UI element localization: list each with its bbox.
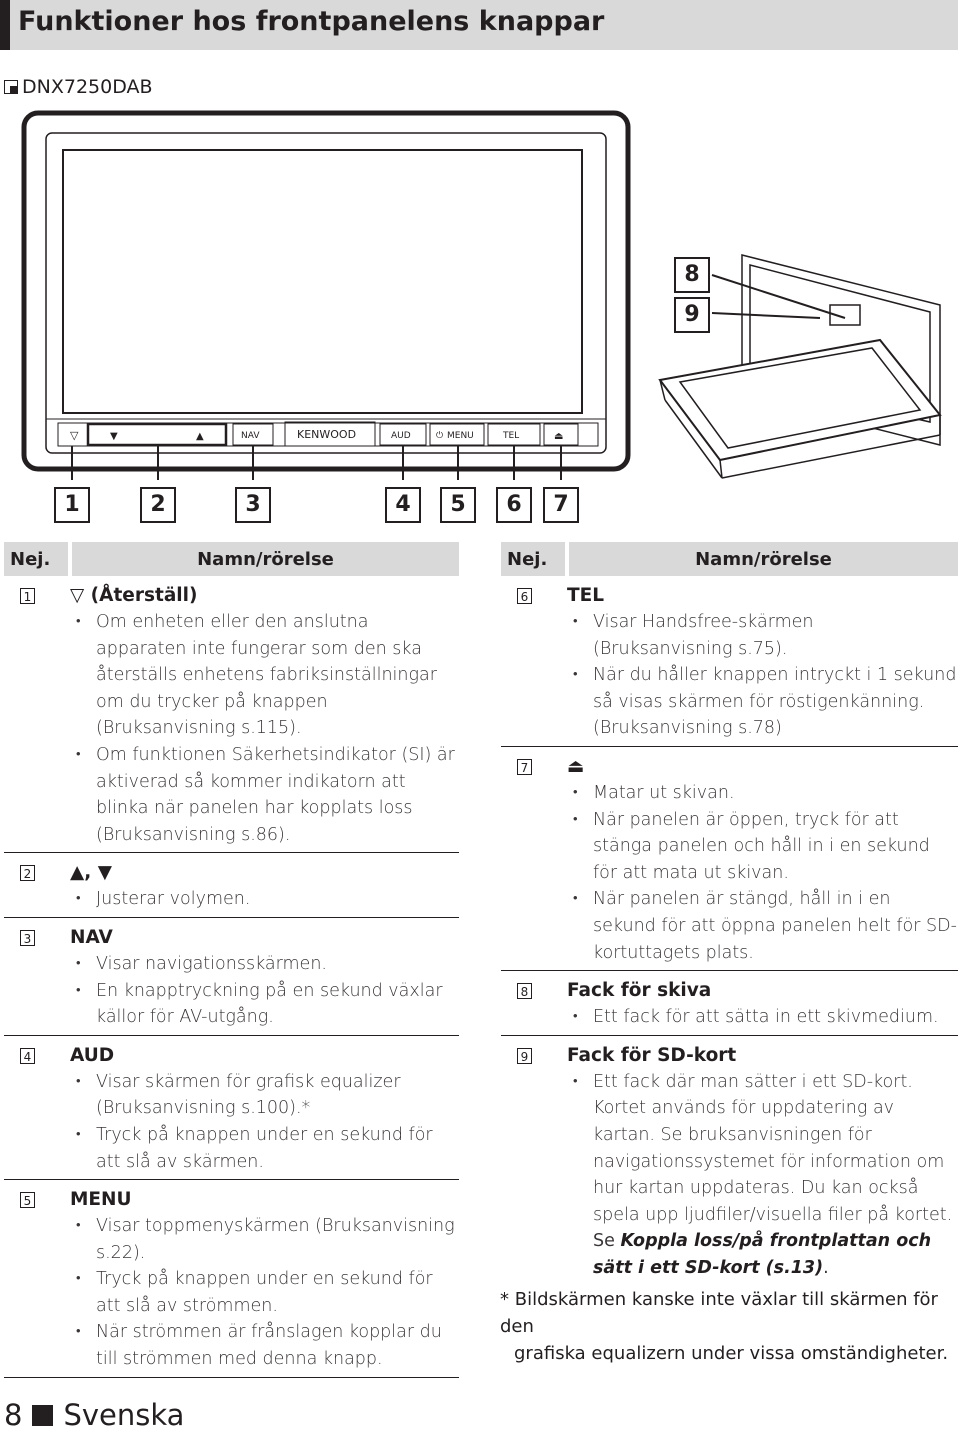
item-number: 8 [517, 983, 532, 999]
callout-3: 3 [235, 487, 271, 523]
item-number: 7 [517, 759, 532, 775]
item-title: TEL [567, 585, 605, 606]
callout-2: 2 [140, 487, 176, 523]
list-item: • Visar skärmen för grafisk equalizer (Bruksanvisning s.100).* [70, 1069, 459, 1122]
volume-down-icon: ▼ [110, 431, 118, 442]
power-icon: ⏻ [436, 431, 444, 441]
list-item: • Visar navigationsskärmen. [70, 951, 459, 978]
item-title: Fack för skiva [567, 980, 712, 1002]
item-number: 9 [517, 1048, 532, 1064]
item-title: (Återställ) [90, 585, 198, 606]
item-number: 4 [20, 1048, 35, 1064]
footnote-line-2: grafiska equalizern under vissa omständigheter. [514, 1343, 949, 1364]
list-item: • När strömmen är frånslagen kopplar du till strömmen med denna knapp. [70, 1319, 459, 1372]
table-row [4, 576, 459, 853]
footnote [500, 1286, 960, 1367]
item-title: NAV [70, 926, 113, 948]
item-number: 5 [20, 1192, 35, 1208]
footnote-line-1: * Bildskärmen kanske inte växlar till skärmen för den [500, 1289, 938, 1337]
table-row [501, 1035, 958, 1285]
item-number: 3 [20, 930, 35, 946]
callout-7: 7 [543, 487, 579, 523]
column-header-name: Namn/rörelse [70, 542, 459, 576]
callout-8: 8 [674, 257, 710, 293]
reset-icon: ▽ [70, 429, 79, 442]
list-item: • Ett fack för att sätta in ett skivmedium. [567, 1004, 958, 1031]
table-row [4, 853, 459, 918]
model-checkbox-icon [4, 80, 18, 94]
item-title: Fack för SD-kort [567, 1044, 737, 1066]
list-item: • När panelen är öppen, tryck för att stänga panelen och håll in i en sekund för att mata ut skivan. [567, 807, 958, 887]
table-row [501, 576, 958, 746]
column-header-no: Nej. [501, 542, 567, 576]
callout-9: 9 [674, 297, 710, 333]
list-item: • Tryck på knappen under en sekund för att slå av strömmen. [70, 1266, 459, 1319]
item-title: AUD [70, 1044, 115, 1066]
model-name: DNX7250DAB [22, 76, 153, 98]
page-number: 8 [4, 1398, 23, 1432]
item-number: 1 [20, 588, 35, 604]
callout-5: 5 [440, 487, 476, 523]
see-reference [567, 1228, 958, 1281]
eject-icon: ⏏ [554, 431, 564, 442]
callout-6: 6 [496, 487, 532, 523]
language-label: Svenska [63, 1398, 185, 1432]
model-label [4, 76, 153, 98]
brand-logo: KENWOOD [297, 428, 357, 441]
aud-button-label: AUD [391, 431, 411, 441]
callout-4: 4 [385, 487, 421, 523]
section-title-bar [0, 0, 958, 50]
button-table-right [501, 542, 958, 1285]
item-number: 6 [517, 588, 532, 604]
item-title: ▲, ▼ [70, 862, 112, 884]
eject-icon: ⏏ [567, 755, 585, 777]
column-header-no: Nej. [4, 542, 70, 576]
list-item: • En knapptryckning på en sekund växlar källor för AV-utgång. [70, 978, 459, 1031]
page-title: Funktioner hos frontpanelens knappar [18, 6, 605, 37]
table-row [501, 746, 958, 970]
table-row [501, 971, 958, 1036]
button-table-left [4, 542, 459, 1378]
front-panel-illustration [0, 100, 960, 480]
column-header-name: Namn/rörelse [567, 542, 958, 576]
table-row [4, 1035, 459, 1179]
nav-button-label: NAV [241, 431, 260, 441]
see-prefix: Se [593, 1231, 621, 1252]
list-item: • Om enheten eller den anslutna apparaten inte fungerar som den ska återställs enhetens fabriksinställningar om du trycker på knappen (Bruksanvisning s.115). [70, 609, 459, 742]
list-item: • När du håller knappen intryckt i 1 sekund så visas skärmen för röstigenkänning. (Bruksanvisning s.78) [567, 662, 958, 742]
item-number: 2 [20, 865, 35, 881]
reset-icon: ▽ [70, 585, 91, 606]
table-row [4, 1180, 459, 1378]
list-item: • Matar ut skivan. [567, 780, 958, 807]
list-item: • Visar toppmenyskärmen (Bruksanvisning s.22). [70, 1213, 459, 1266]
list-item: • Om funktionen Säkerhetsindikator (SI) är aktiverad så kommer indikatorn att blinka när panelen har kopplats loss (Bruksanvisning s.86). [70, 742, 459, 848]
tel-button-label: TEL [503, 431, 520, 441]
reference-link[interactable]: Koppla loss/på frontplattan och sätt i ett SD-kort (s.13) [593, 1231, 932, 1278]
square-marker-icon [32, 1405, 53, 1426]
list-item: • När panelen är stängd, håll in i en sekund för att öppna panelen helt för SD-kortuttagets plats. [567, 886, 958, 966]
list-item: • Visar Handsfree-skärmen (Bruksanvisning s.75). [567, 609, 958, 662]
table-row [4, 917, 459, 1035]
menu-button-label: MENU [447, 431, 474, 441]
callout-1: 1 [54, 487, 90, 523]
page-footer [4, 1398, 184, 1432]
list-item: • Justerar volymen. [70, 886, 459, 913]
item-title: MENU [70, 1189, 132, 1211]
see-suffix: . [823, 1257, 829, 1278]
volume-up-icon: ▲ [196, 431, 204, 442]
list-item: • Tryck på knappen under en sekund för att slå av skärmen. [70, 1122, 459, 1175]
list-item: • Ett fack där man sätter i ett SD-kort. Kortet används för uppdatering av kartan. Se bruksanvisningen för navigationssystemet för information om hur kartan uppdateras. Du kan också spela upp ljudfiler/visuella filer på kortet. [567, 1069, 958, 1229]
